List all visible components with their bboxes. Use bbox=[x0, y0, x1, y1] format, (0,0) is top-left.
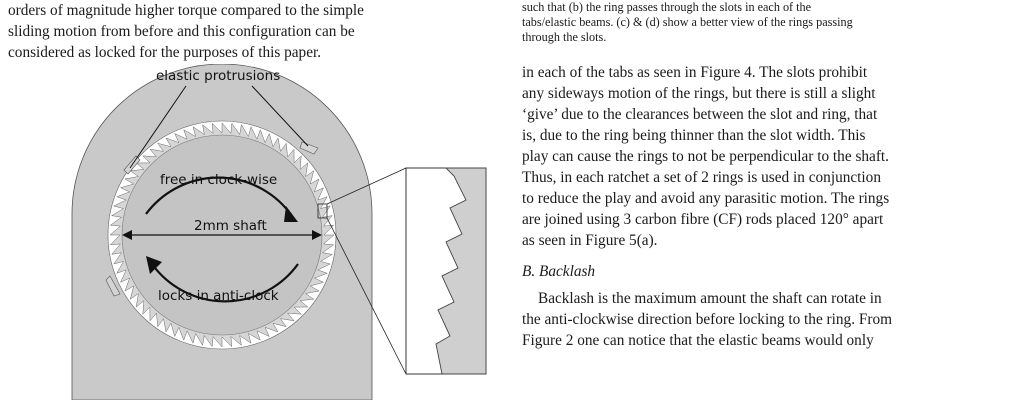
left-text-line: sliding motion from before and this configuration can be bbox=[8, 23, 355, 40]
locks-anticlock-label: locks in anti-clock bbox=[158, 288, 279, 304]
body-line: as seen in Figure 5(a). bbox=[522, 231, 658, 249]
body-line: ‘give’ due to the clearances between the slot and ring, that bbox=[522, 105, 878, 123]
left-text-line: considered as locked for the purposes of this paper. bbox=[8, 44, 322, 61]
figure-caption bbox=[522, 0, 1012, 46]
left-column bbox=[8, 0, 504, 63]
section-heading: B. Backlash bbox=[522, 262, 596, 280]
body-line: are joined using 3 carbon fibre (CF) rods placed 120° apart bbox=[522, 210, 884, 228]
shaft-label: 2mm shaft bbox=[194, 218, 267, 234]
body-line: to reduce the play and avoid any parasitic motion. The rings bbox=[522, 189, 890, 207]
body-paragraph-1 bbox=[522, 62, 1012, 251]
body-line: any sideways motion of the rings, but there is still a slight bbox=[522, 84, 876, 102]
body-line: Figure 2 one can notice that the elastic beams would only bbox=[522, 331, 874, 349]
free-clockwise-label: free in clock-wise bbox=[160, 172, 278, 188]
left-text-line: orders of magnitude higher torque compared to the simple bbox=[8, 2, 364, 19]
ratchet-figure bbox=[36, 64, 516, 400]
body-line: is, due to the ring being thinner than the slot width. This bbox=[522, 126, 866, 144]
body-line: in each of the tabs as seen in Figure 4. The slots prohibit bbox=[522, 63, 868, 81]
caption-line: tabs/elastic beams. (c) & (d) show a better view of the rings passing bbox=[522, 15, 853, 30]
right-column bbox=[522, 0, 1012, 351]
body-line: the anti-clockwise direction before locking to the ring. From bbox=[522, 310, 892, 328]
elastic-protrusions-label: elastic protrusions bbox=[156, 68, 281, 84]
body-paragraph-2 bbox=[522, 288, 1012, 351]
caption-line: such that (b) the ring passes through the slots in each of the bbox=[522, 0, 812, 14]
body-line: Backlash is the maximum amount the shaft can rotate in bbox=[538, 289, 882, 307]
body-line: play can cause the rings to not be perpendicular to the shaft. bbox=[522, 147, 889, 165]
caption-line: through the slots. bbox=[522, 30, 607, 45]
body-line: Thus, in each ratchet a set of 2 rings is used in conjunction bbox=[522, 168, 881, 186]
